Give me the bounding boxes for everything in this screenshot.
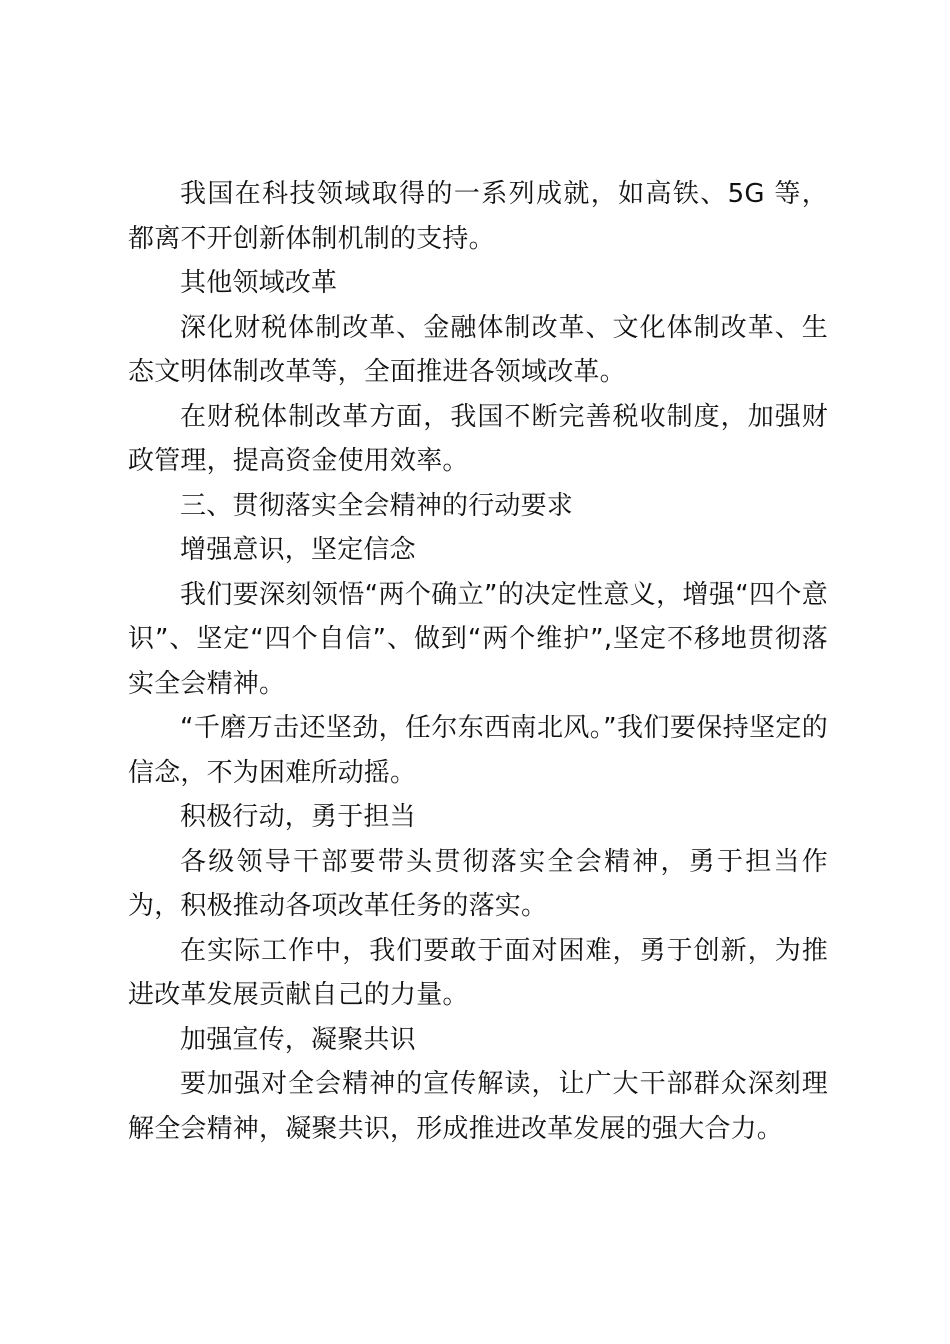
paragraph-two-establishments: 我们要深刻领悟“两个确立”的决定性意义，增强“四个意识”、坚定“四个自信”、做到“两个维护”,坚定不移地贯彻落实全会精神。 — [128, 579, 828, 699]
paragraph-poem-quote: “千磨万击还坚劲，任尔东西南北风。”我们要保持坚定的信念，不为困难所动摇。 — [128, 713, 828, 788]
paragraph-fiscal-reform: 在财税体制改革方面，我国不断完善税收制度，加强财政管理，提高资金使用效率。 — [128, 401, 828, 476]
paragraph-publicity-interpretation: 要加强对全会精神的宣传解读，让广大干部群众深刻理解全会精神，凝聚共识，形成推进改革发展的强大合力。 — [128, 1069, 828, 1144]
paragraph-leaders-responsibility: 各级领导干部要带头贯彻落实全会精神，勇于担当作为，积极推动各项改革任务的落实。 — [128, 846, 828, 921]
heading-publicity-consensus: 加强宣传，凝聚共识 — [180, 1024, 416, 1055]
paragraph-tech-achievements: 我国在科技领域取得的一系列成就，如高铁、5G 等，都离不开创新体制机制的支持。 — [128, 179, 828, 254]
paragraph-deepen-reforms: 深化财税体制改革、金融体制改革、文化体制改革、生态文明体制改革等，全面推进各领域改革。 — [128, 312, 828, 387]
document-body — [128, 172, 828, 1151]
paragraph-face-difficulties: 在实际工作中，我们要敢于面对困难，勇于创新，为推进改革发展贡献自己的力量。 — [128, 935, 828, 1010]
heading-active-action: 积极行动，勇于担当 — [180, 802, 416, 832]
heading-other-reforms: 其他领域改革 — [180, 268, 338, 298]
heading-section-three: 三、贯彻落实全会精神的行动要求 — [180, 490, 574, 521]
heading-strengthen-awareness: 增强意识，坚定信念 — [180, 535, 416, 565]
